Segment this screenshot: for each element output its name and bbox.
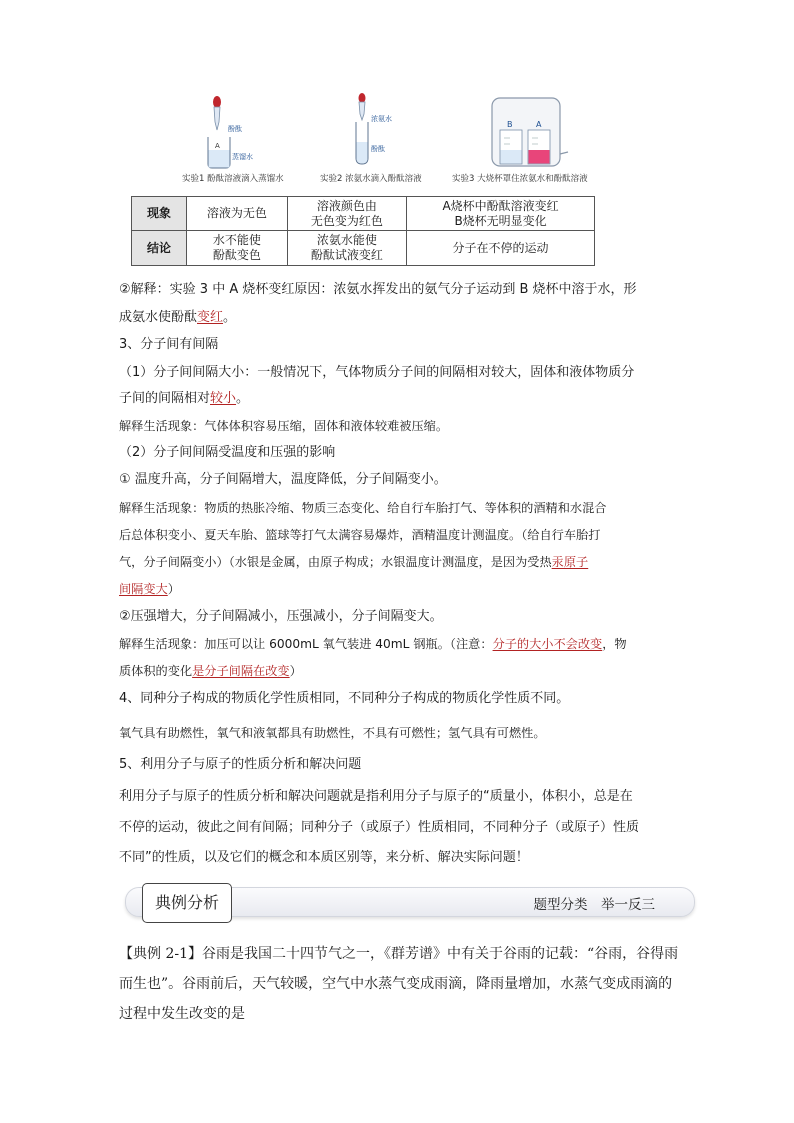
cell: 浓氨水能使 酚酞试液变红 — [287, 231, 406, 266]
row-header-phenomenon: 现象 — [132, 197, 187, 231]
cell: 溶液颜色由 无色变为红色 — [287, 197, 406, 231]
paragraph: 解释生活现象：物质的热胀冷缩、物质三态变化、给自行车胎打气、等体积的酒精和水混合 — [119, 501, 607, 515]
paragraph: 解释生活现象：加压可以让 6000mL 氧气装进 40mL 钢瓶。（注意：分子的大小不会改变，物 — [119, 637, 627, 651]
example-line: 而生也”。谷雨前后，天气较暖，空气中水蒸气变成雨滴，降雨量增加，水蒸气变成雨滴的 — [119, 976, 673, 992]
paragraph: ②压强增大，分子间隔减小，压强减小，分子间隔变大。 — [119, 609, 443, 624]
dropper-2-icon — [359, 93, 366, 120]
paragraph: （1）分子间间隔大小：一般情况下，气体物质分子间的间隔相对较大，固体和液体物质分 — [119, 365, 635, 380]
caption-exp2: 实验2 浓氨水滴入酚酞溶液 — [320, 174, 422, 184]
section-heading: 5、利用分子与原子的性质分析和解决问题 — [119, 757, 362, 772]
paragraph: （2）分子间间隔受温度和压强的影响 — [119, 445, 336, 460]
label-distilled-water: 蒸馏水 — [232, 153, 253, 161]
cell: 分子在不停的运动 — [407, 231, 595, 266]
paragraph: 不同”的性质，以及它们的概念和本质区别等，来分析、解决实际问题！ — [119, 850, 529, 865]
label-beaker-a: A — [215, 142, 220, 150]
label-beaker-a-3: A — [536, 120, 542, 129]
paragraph: 解释生活现象：气体体积容易压缩，固体和液体较难被压缩。 — [119, 419, 449, 433]
paragraph: 间隔变大） — [119, 582, 180, 596]
section-heading: 4、同种分子构成的物质化学性质相同，不同种分子构成的物质化学性质不同。 — [119, 691, 570, 706]
table-row — [132, 197, 595, 231]
example-line: 【典例 2-1】谷雨是我国二十四节气之一，《群芳谱》中有关于谷雨的记载：“谷雨，谷得雨 — [119, 946, 679, 962]
results-table — [131, 196, 595, 266]
paragraph: 氧气具有助燃性，氧气和液氧都具有助燃性，不具有可燃性；氢气具有可燃性。 — [119, 726, 546, 740]
paragraph: 不停的运动，彼此之间有间隔；同种分子（或原子）性质相同，不同种分子（或原子）性质 — [119, 820, 640, 835]
cell: 水不能使 酚酞变色 — [187, 231, 288, 266]
test-tube-icon — [356, 122, 368, 164]
cell: 溶液为无色 — [187, 197, 288, 231]
paragraph: 子间的间隔相对较小。 — [119, 391, 250, 406]
paragraph: 成氨水使酚酞变红。 — [119, 310, 237, 325]
paragraph: 质体积的变化是分子间隔在改变） — [119, 664, 302, 678]
paragraph: 后总体积变小、夏天车胎、篮球等打气太满容易爆炸，酒精温度计测温度。（给自行车胎打 — [119, 528, 601, 542]
cell: A烧杯中酚酞溶液变红 B烧杯无明显变化 — [407, 197, 595, 231]
large-beaker-icon — [492, 98, 568, 166]
banner-title: 典例分析 — [142, 883, 232, 923]
row-header-conclusion: 结论 — [132, 231, 187, 266]
dropper-1-icon — [213, 96, 221, 130]
paragraph: ① 温度升高，分子间隔增大，温度降低，分子间隔变小。 — [119, 472, 447, 487]
banner-subtitle: 题型分类 举一反三 — [533, 897, 655, 913]
label-ammonia: 浓氨水 — [371, 115, 392, 123]
label-phenolphthalein-1: 酚酞 — [228, 125, 242, 133]
caption-exp3: 实验3 大烧杯罩住浓氨水和酚酞溶液 — [452, 174, 588, 184]
paragraph: ②解释：实验 3 中 A 烧杯变红原因：浓氨水挥发出的氨气分子运动到 B 烧杯中溶于水，形 — [119, 282, 637, 297]
example-line: 过程中发生改变的是 — [119, 1006, 245, 1022]
caption-exp1: 实验1 酚酞溶液滴入蒸馏水 — [182, 174, 284, 184]
label-phenolphthalein-2: 酚酞 — [371, 145, 385, 153]
paragraph: 利用分子与原子的性质分析和解决问题就是指利用分子与原子的“质量小，体积小，总是在 — [119, 789, 633, 804]
section-heading: 3、分子间有间隔 — [119, 337, 219, 352]
section-banner — [125, 883, 695, 923]
label-beaker-b: B — [507, 120, 513, 129]
table-row — [132, 231, 595, 266]
experiment-figure — [170, 92, 610, 188]
paragraph: 气，分子间隔变小）（水银是金属，由原子构成；水银温度计测温度，是因为受热汞原子 — [119, 555, 589, 569]
